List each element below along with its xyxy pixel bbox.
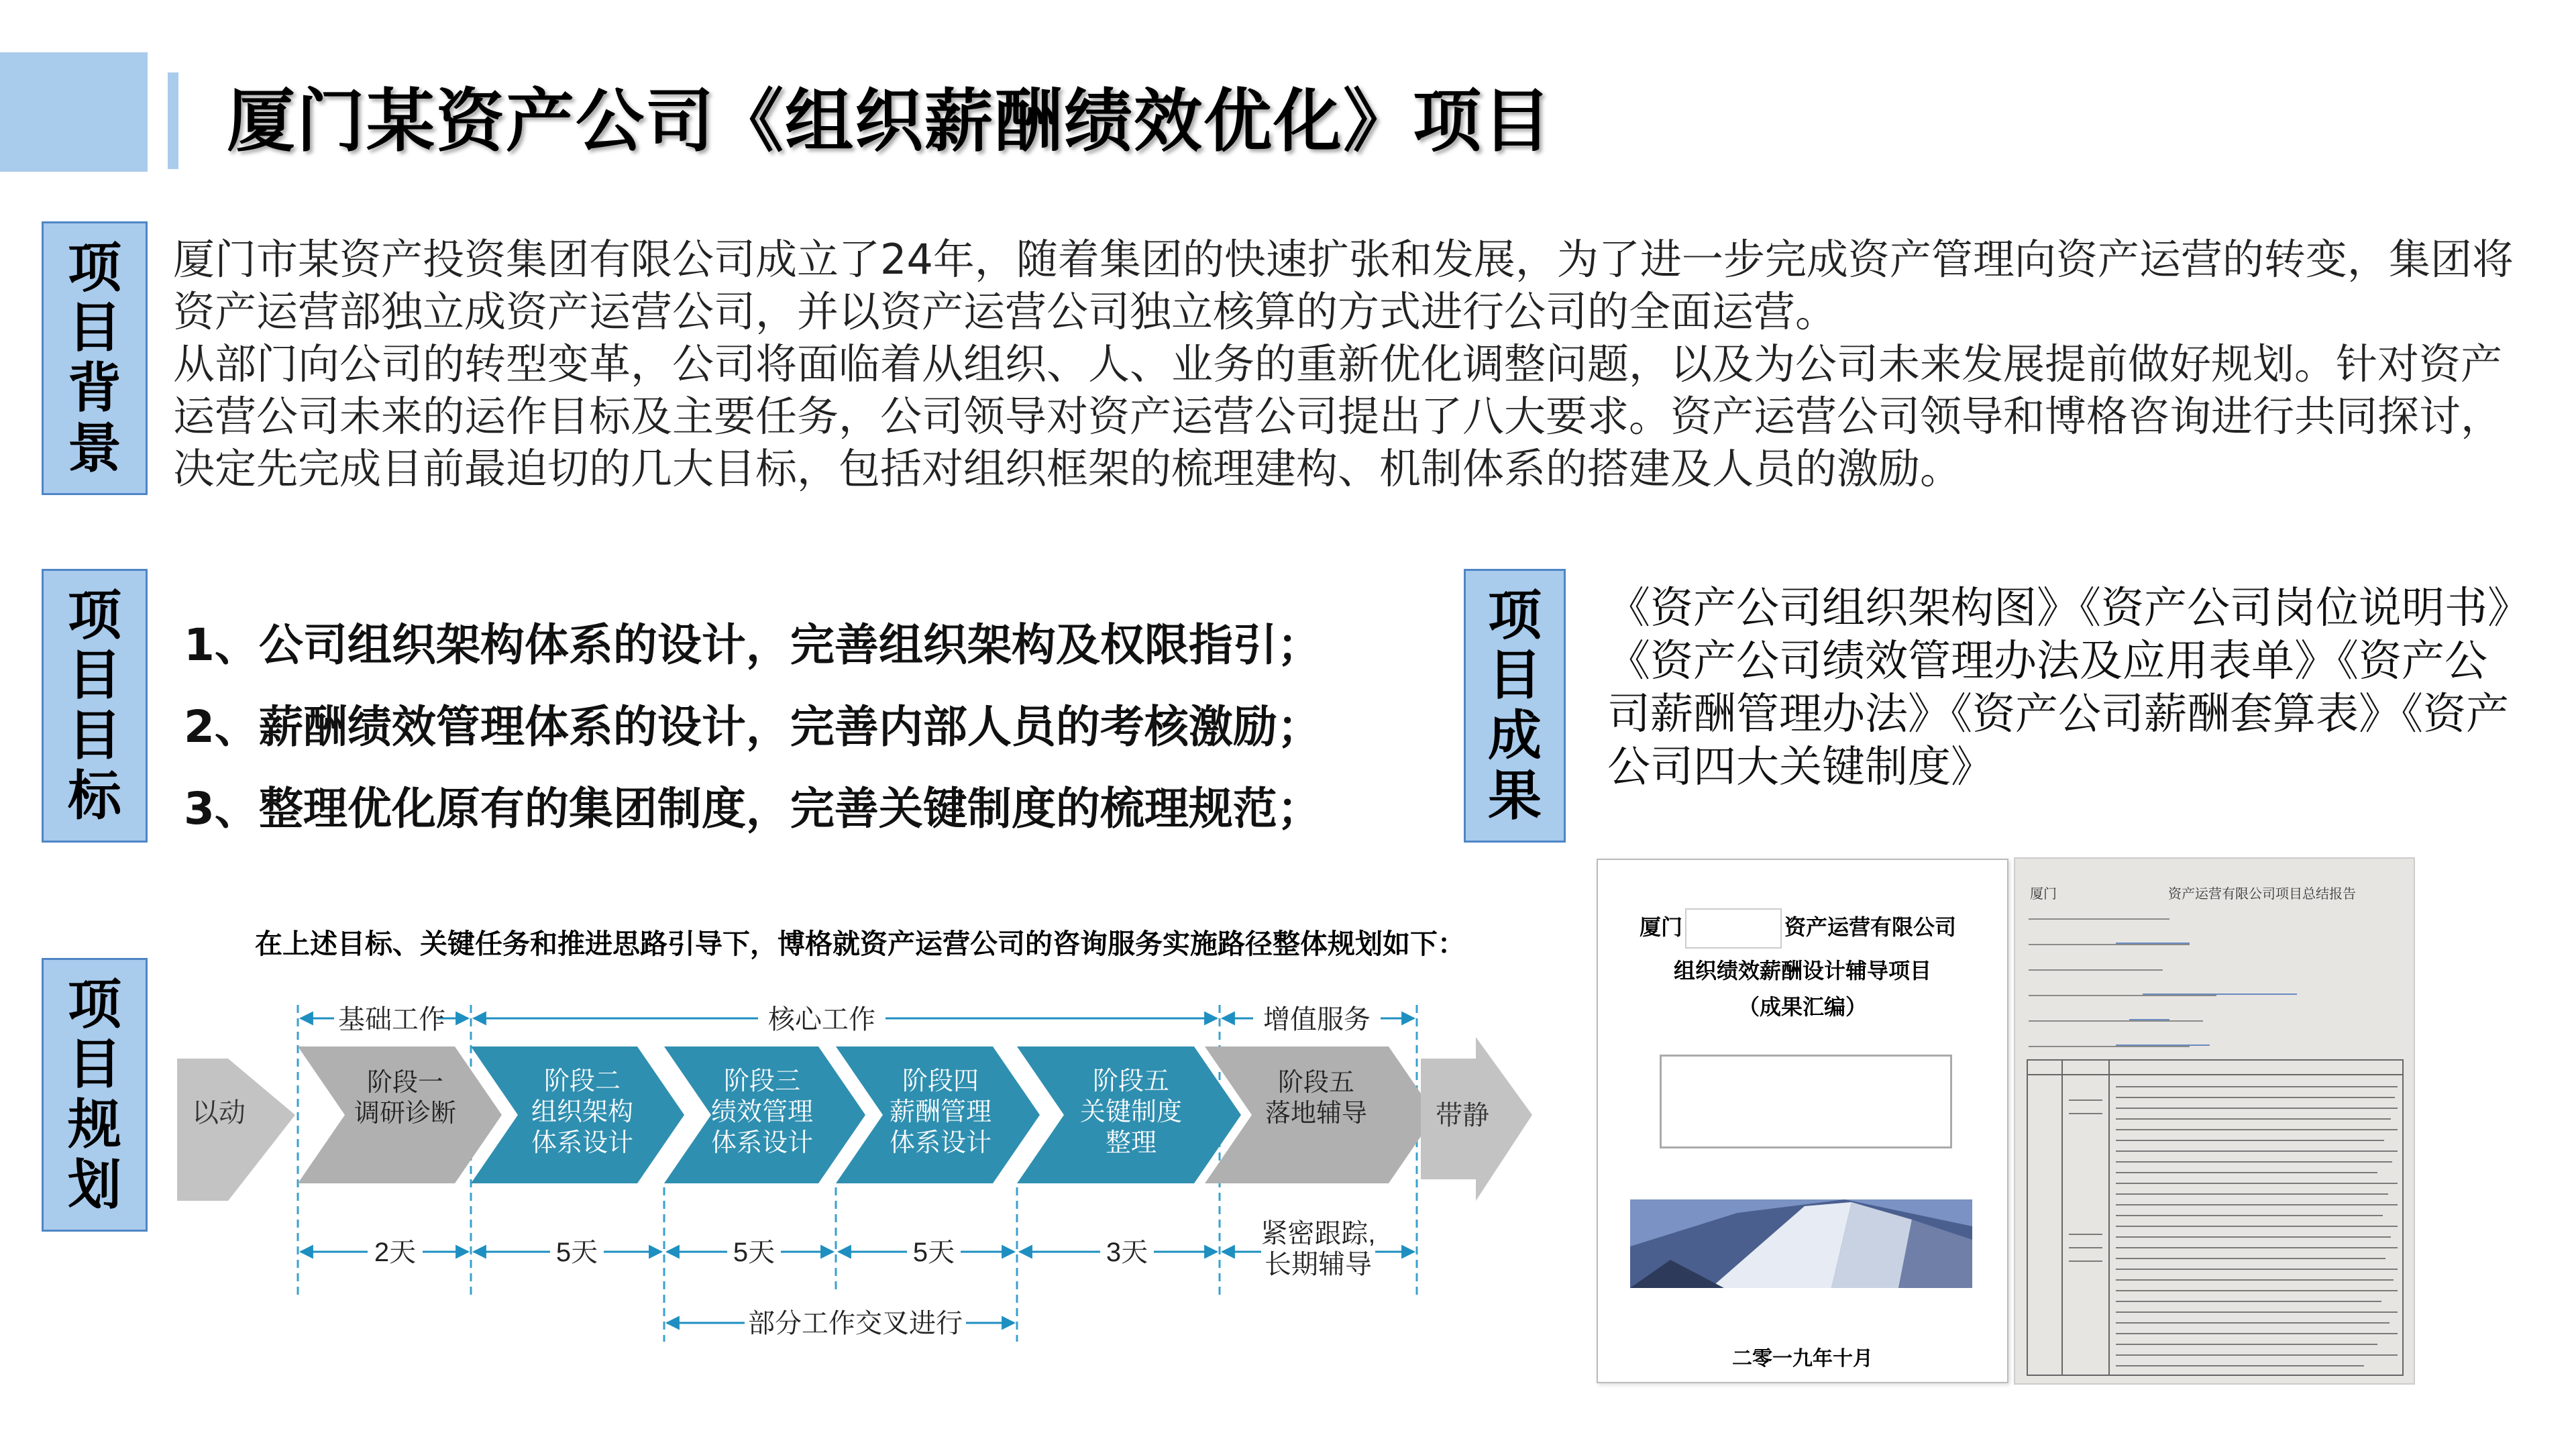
stage-2-line2: 组织架构 <box>531 1098 634 1126</box>
duration-4: 5天 <box>912 1238 955 1267</box>
duration-1: 2天 <box>374 1238 417 1267</box>
doc-cover-line3: （成果汇编） <box>1737 994 1867 1020</box>
doc-scan-header-left: 厦门 <box>2030 885 2057 902</box>
stage-1-line2: 调研诊断 <box>354 1099 457 1128</box>
background-paragraph-2: 从部门向公司的转型变革，公司将面临着从组织、人、业务的重新优化调整问题，以及为公司未来发展提前做好规划。针对资产运营公司未来的运作目标及主要任务，公司领导对资产运营公司提出了八大要求。资产运营公司领导和博格咨询进行共同探讨，决定先完成目前最迫切的几大目标，包括对组织框架的梳理建构、机制体系的搭建及人员的激励。 <box>173 339 2503 493</box>
doc-scan-header-right: 资产运营有限公司项目总结报告 <box>2168 885 2356 902</box>
stage-6-line2: 落地辅导 <box>1265 1099 1368 1128</box>
stage-4-line3: 体系设计 <box>889 1129 992 1157</box>
doc-cover-line2: 组织绩效薪酬设计辅导项目 <box>1673 958 1931 983</box>
stage-5-line1: 阶段五 <box>1092 1067 1170 1095</box>
doc-cover-building-photo <box>1630 1199 1972 1288</box>
doc-cover-image <box>1597 859 2008 1383</box>
label-project-goals: 项 目 目 标 <box>42 569 148 843</box>
duration-5: 3天 <box>1106 1238 1148 1267</box>
redaction-box <box>1685 908 1782 949</box>
background-paragraph-1: 厦门市某资产投资集团有限公司成立了24年，随着集团的快速扩张和发展，为了进一步完成资产管理向资产运营的转变，集团将资产运营部独立成资产运营公司，并以资产运营公司独立核算的方式进行公司的全面运营。 <box>173 235 2514 336</box>
goal-item-2: 2、薪酬绩效管理体系的设计，完善内部人员的考核激励； <box>184 701 1322 753</box>
label-project-outcomes: 项 目 成 果 <box>1464 569 1566 843</box>
phase-label-core: 核心工作 <box>768 1005 875 1034</box>
start-block <box>177 1059 295 1201</box>
doc-cover-date: 二零一九年十月 <box>1732 1347 1873 1371</box>
label-project-plan: 项 目 规 划 <box>42 958 148 1232</box>
doc-scan-text-lines <box>2069 1087 2398 1366</box>
phase-label-basic: 基础工作 <box>338 1005 445 1034</box>
overlap-label: 部分工作交叉进行 <box>748 1309 963 1338</box>
doc-cover-line1: 厦门 资产运营有限公司 <box>1640 908 1956 949</box>
duration-6-line2: 长期辅导 <box>1265 1250 1372 1279</box>
duration-6-line1: 紧密跟踪, <box>1260 1219 1376 1248</box>
stage-2-line3: 体系设计 <box>531 1129 634 1157</box>
stage-3-line3: 体系设计 <box>710 1129 814 1157</box>
doc-cover-blank-box <box>1660 1055 1952 1148</box>
stage-5-line2: 关键制度 <box>1079 1098 1183 1126</box>
doc-scan-texture <box>2015 859 2414 1383</box>
duration-3: 5天 <box>733 1238 775 1267</box>
stage-3-line2: 绩效管理 <box>710 1098 814 1126</box>
label-project-background: 项 目 背 景 <box>42 221 148 495</box>
phase-label-value: 增值服务 <box>1263 1005 1371 1034</box>
outcomes-text: 《资产公司组织架构图》《资产公司岗位说明书》《资产公司绩效管理办法及应用表单》《资产公司薪酬管理办法》《资产公司薪酬套算表》《资产公司四大关键制度》 <box>1607 584 2509 792</box>
stage-2-line1: 阶段二 <box>543 1067 621 1095</box>
stage-6-line1: 阶段五 <box>1277 1069 1355 1097</box>
stage-1-line1: 阶段一 <box>366 1069 444 1097</box>
stage-5-line3: 整理 <box>1105 1129 1157 1157</box>
goal-item-1: 1、公司组织架构体系的设计，完善组织架构及权限指引； <box>184 619 1322 671</box>
stage-3-line1: 阶段三 <box>723 1067 801 1095</box>
plan-intro: 在上述目标、关键任务和推进思路引导下，博格就资产运营公司的咨询服务实施路径整体规划如下： <box>255 928 1465 960</box>
duration-2: 5天 <box>555 1238 598 1267</box>
end-label: 带静 <box>1436 1101 1489 1130</box>
stage-4-line2: 薪酬管理 <box>889 1098 992 1126</box>
page-title: 厦门某资产公司《组织薪酬绩效优化》项目 <box>227 82 1552 162</box>
goal-item-3: 3、整理优化原有的集团制度，完善关键制度的梳理规范； <box>184 783 1322 835</box>
stage-4-line1: 阶段四 <box>902 1067 979 1095</box>
doc-scan-image <box>2014 857 2415 1385</box>
start-label: 以动 <box>192 1098 246 1128</box>
